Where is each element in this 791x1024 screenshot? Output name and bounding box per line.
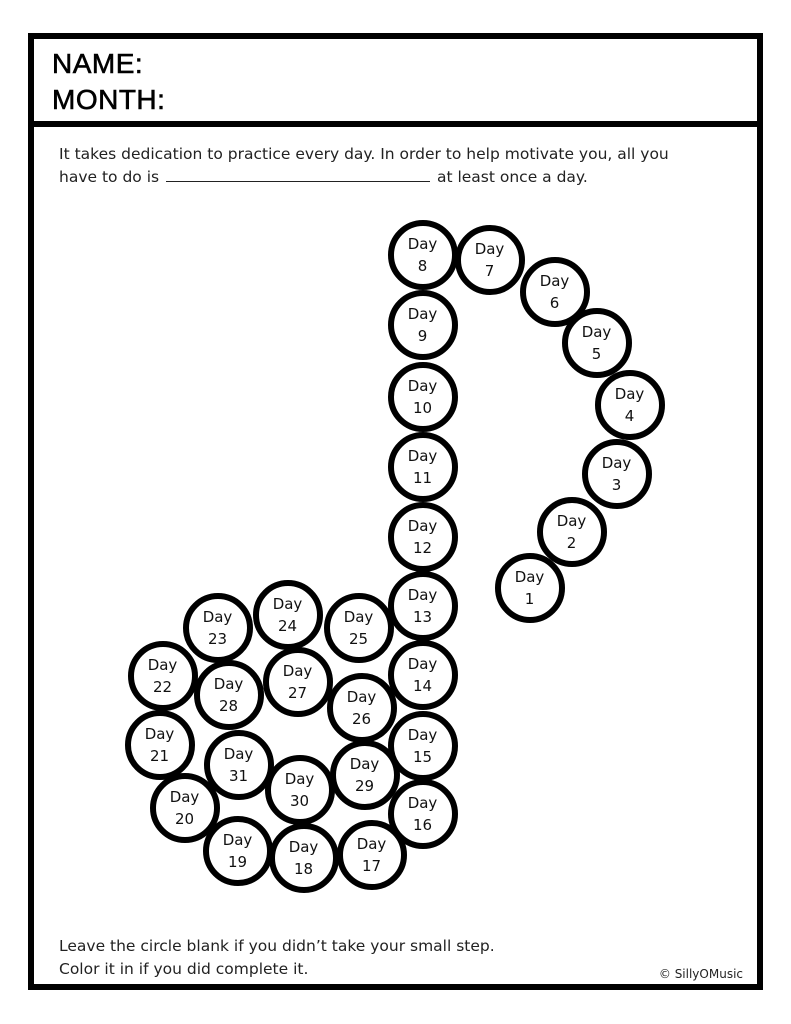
day-number: 8 bbox=[417, 256, 428, 275]
day-number: 4 bbox=[624, 406, 635, 425]
day-number: 9 bbox=[417, 326, 428, 345]
day-word: Day bbox=[213, 674, 244, 693]
footer-line-1: Leave the circle blank if you didn’t take your small step. bbox=[59, 937, 495, 955]
day-word: Day bbox=[539, 271, 570, 290]
day-circle[interactable] bbox=[128, 641, 198, 711]
day-word: Day bbox=[288, 837, 319, 856]
day-number: 10 bbox=[412, 398, 433, 417]
worksheet-header bbox=[34, 39, 757, 127]
day-circle[interactable] bbox=[582, 439, 652, 509]
day-circle[interactable] bbox=[204, 730, 274, 800]
instructions bbox=[59, 143, 749, 189]
day-number: 14 bbox=[412, 676, 433, 695]
day-word: Day bbox=[346, 687, 377, 706]
day-circle[interactable] bbox=[263, 647, 333, 717]
day-number: 26 bbox=[351, 709, 372, 728]
day-word: Day bbox=[556, 511, 587, 530]
day-circle[interactable] bbox=[194, 660, 264, 730]
day-circle[interactable] bbox=[388, 220, 458, 290]
footer-instructions bbox=[59, 935, 495, 981]
copyright: © SillyOMusic bbox=[658, 967, 743, 981]
day-word: Day bbox=[356, 834, 387, 853]
day-number: 22 bbox=[152, 677, 173, 696]
day-circle[interactable] bbox=[455, 225, 525, 295]
day-number: 21 bbox=[149, 746, 170, 765]
day-circle[interactable] bbox=[537, 497, 607, 567]
day-word: Day bbox=[407, 234, 438, 253]
day-word: Day bbox=[144, 724, 175, 743]
day-number: 13 bbox=[412, 607, 433, 626]
name-label: NAME: bbox=[52, 48, 144, 79]
day-number: 27 bbox=[287, 683, 308, 702]
day-number: 16 bbox=[412, 815, 433, 834]
day-word: Day bbox=[407, 516, 438, 535]
day-circle[interactable] bbox=[495, 553, 565, 623]
day-number: 25 bbox=[348, 629, 369, 648]
day-number: 2 bbox=[566, 533, 577, 552]
day-number: 30 bbox=[289, 791, 310, 810]
day-number: 1 bbox=[524, 589, 535, 608]
day-word: Day bbox=[343, 607, 374, 626]
day-word: Day bbox=[169, 787, 200, 806]
month-label: MONTH: bbox=[52, 84, 166, 115]
day-word: Day bbox=[272, 594, 303, 613]
day-word: Day bbox=[349, 754, 380, 773]
day-word: Day bbox=[282, 661, 313, 680]
day-number: 7 bbox=[484, 261, 495, 280]
day-number: 12 bbox=[412, 538, 433, 557]
day-word: Day bbox=[474, 239, 505, 258]
day-word: Day bbox=[202, 607, 233, 626]
day-number: 18 bbox=[293, 859, 314, 878]
day-circle[interactable] bbox=[388, 290, 458, 360]
day-circle[interactable] bbox=[520, 257, 590, 327]
day-circle[interactable] bbox=[595, 370, 665, 440]
day-circle[interactable] bbox=[183, 593, 253, 663]
day-circle[interactable] bbox=[388, 432, 458, 502]
day-word: Day bbox=[581, 322, 612, 341]
day-word: Day bbox=[407, 725, 438, 744]
day-number: 6 bbox=[549, 293, 560, 312]
footer-line-2: Color it in if you did complete it. bbox=[59, 960, 309, 978]
day-word: Day bbox=[514, 567, 545, 586]
day-number: 31 bbox=[228, 766, 249, 785]
day-number: 28 bbox=[218, 696, 239, 715]
instructions-line-2-after: at least once a day. bbox=[436, 168, 588, 186]
fill-in-blank[interactable] bbox=[166, 166, 430, 182]
day-word: Day bbox=[284, 769, 315, 788]
day-circle[interactable] bbox=[337, 820, 407, 890]
day-circle[interactable] bbox=[253, 580, 323, 650]
day-circle[interactable] bbox=[269, 823, 339, 893]
day-number: 17 bbox=[361, 856, 382, 875]
day-word: Day bbox=[614, 384, 645, 403]
day-circle[interactable] bbox=[327, 673, 397, 743]
day-circle[interactable] bbox=[265, 755, 335, 825]
day-word: Day bbox=[601, 453, 632, 472]
day-word: Day bbox=[407, 446, 438, 465]
day-number: 20 bbox=[174, 809, 195, 828]
day-number: 5 bbox=[591, 344, 602, 363]
day-number: 24 bbox=[277, 616, 298, 635]
day-circle[interactable] bbox=[388, 502, 458, 572]
day-word: Day bbox=[147, 655, 178, 674]
day-circle[interactable] bbox=[388, 362, 458, 432]
day-word: Day bbox=[407, 304, 438, 323]
day-word: Day bbox=[223, 744, 254, 763]
day-word: Day bbox=[407, 654, 438, 673]
day-circle[interactable] bbox=[388, 571, 458, 641]
day-number: 19 bbox=[227, 852, 248, 871]
instructions-line-1: It takes dedication to practice every day. In order to help motivate you, all you bbox=[59, 145, 669, 163]
instructions-line-2 bbox=[59, 166, 749, 189]
day-circle[interactable] bbox=[324, 593, 394, 663]
instructions-line-2-before: have to do is bbox=[59, 168, 160, 186]
day-number: 3 bbox=[611, 475, 622, 494]
day-circle[interactable] bbox=[125, 710, 195, 780]
day-word: Day bbox=[407, 793, 438, 812]
day-number: 29 bbox=[354, 776, 375, 795]
day-word: Day bbox=[407, 585, 438, 604]
day-circle[interactable] bbox=[388, 640, 458, 710]
day-word: Day bbox=[407, 376, 438, 395]
day-number: 23 bbox=[207, 629, 228, 648]
day-word: Day bbox=[222, 830, 253, 849]
day-number: 15 bbox=[412, 747, 433, 766]
day-number: 11 bbox=[412, 468, 433, 487]
day-circle[interactable] bbox=[330, 740, 400, 810]
